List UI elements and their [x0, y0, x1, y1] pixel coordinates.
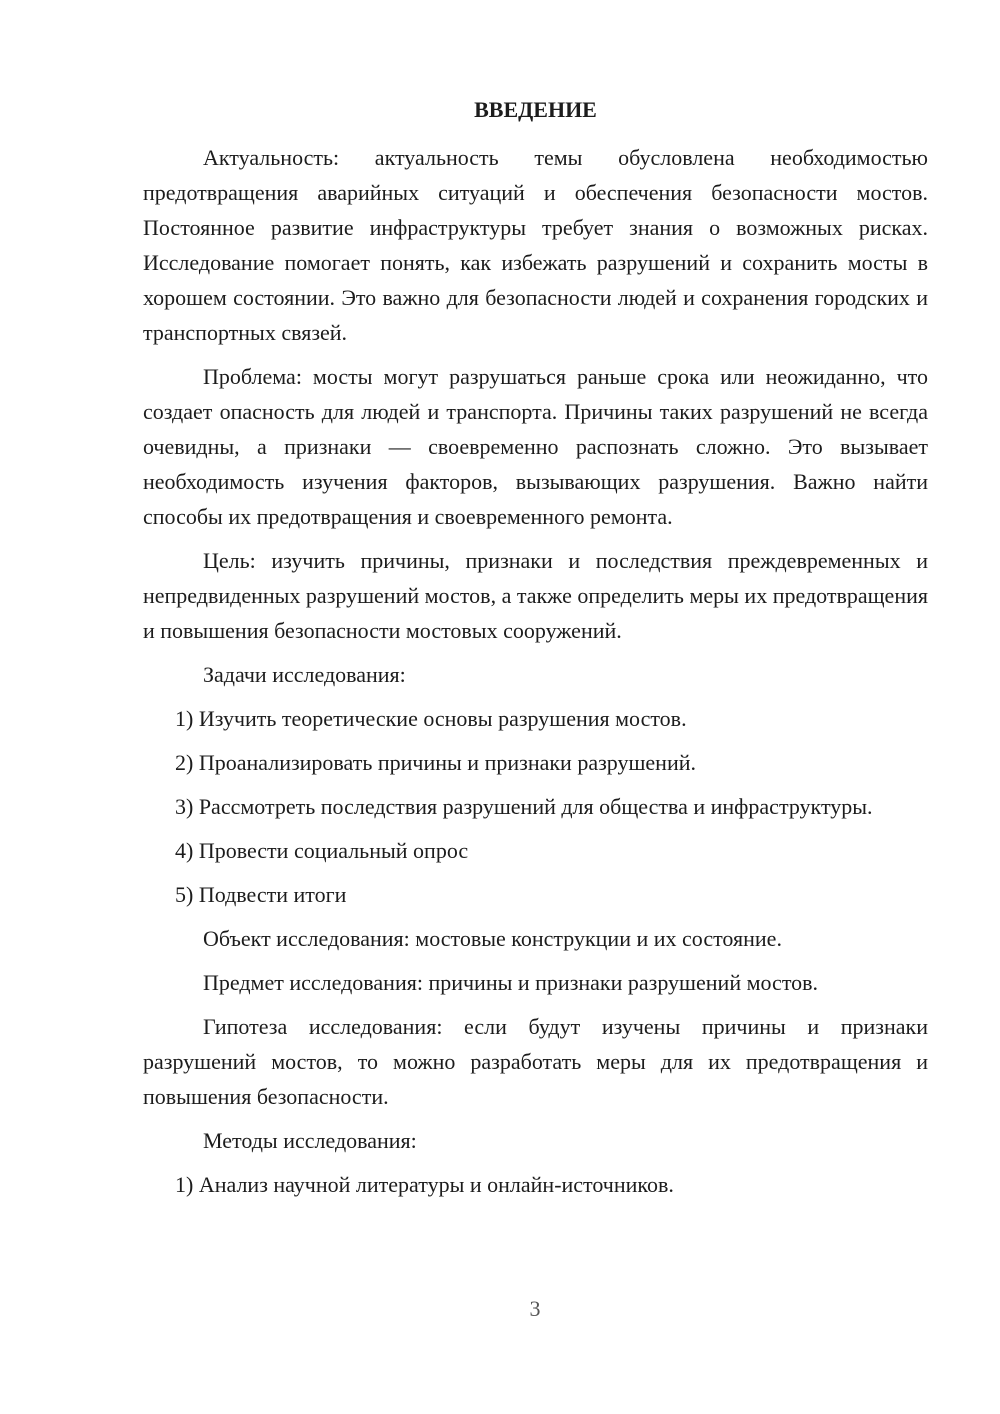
relevance-paragraph: Актуальность: актуальность темы обусловлена необходимостью предотвращения аварийных ситуаций и обеспечения безопасности мостов. Постоянное развитие инфраструктуры требует знания о возможных рисках. Исследование помогает понять, как избежать разрушений и сохранить мосты в хорошем состоянии. Это важно для безопасности людей и сохранения городских и транспортных связей. — [143, 145, 928, 345]
problem-paragraph: Проблема: мосты могут разрушаться раньше срока или неожиданно, что создает опасность для людей и транспорта. Причины таких разрушений не всегда очевидны, а признаки — своевременно распознать сложно. Это вызывает необходимость изучения факторов, вызывающих разрушения. Важно найти способы их предотвращения и своевременного ремонта. — [143, 364, 928, 529]
task-item-3: 3) Рассмотреть последствия разрушений для общества и инфраструктуры. — [175, 794, 873, 819]
page-content — [143, 92, 928, 1211]
task-item-5: 5) Подвести итоги — [175, 882, 347, 907]
task-item-4: 4) Провести социальный опрос — [175, 838, 469, 863]
task-item-2: 2) Проанализировать причины и признаки разрушений. — [175, 750, 697, 775]
hypothesis-paragraph: Гипотеза исследования: если будут изучены причины и признаки разрушений мостов, то можно разработать меры для их предотвращения и повышения безопасности. — [143, 1014, 928, 1109]
goal-paragraph: Цель: изучить причины, признаки и последствия преждевременных и непредвиденных разрушений мостов, а также определить меры их предотвращения и повышения безопасности мостовых сооружений. — [143, 548, 928, 643]
task-item-1: 1) Изучить теоретические основы разрушения мостов. — [175, 706, 687, 731]
tasks-heading: Задачи исследования: — [203, 662, 406, 687]
page-number: 3 — [529, 1296, 541, 1321]
section-title: ВВЕДЕНИЕ — [474, 97, 597, 122]
method-item-1: 1) Анализ научной литературы и онлайн-источников. — [175, 1172, 674, 1197]
object-paragraph: Объект исследования: мостовые конструкции и их состояние. — [203, 926, 782, 951]
methods-heading: Методы исследования: — [203, 1128, 417, 1153]
subject-paragraph: Предмет исследования: причины и признаки разрушений мостов. — [203, 970, 819, 995]
